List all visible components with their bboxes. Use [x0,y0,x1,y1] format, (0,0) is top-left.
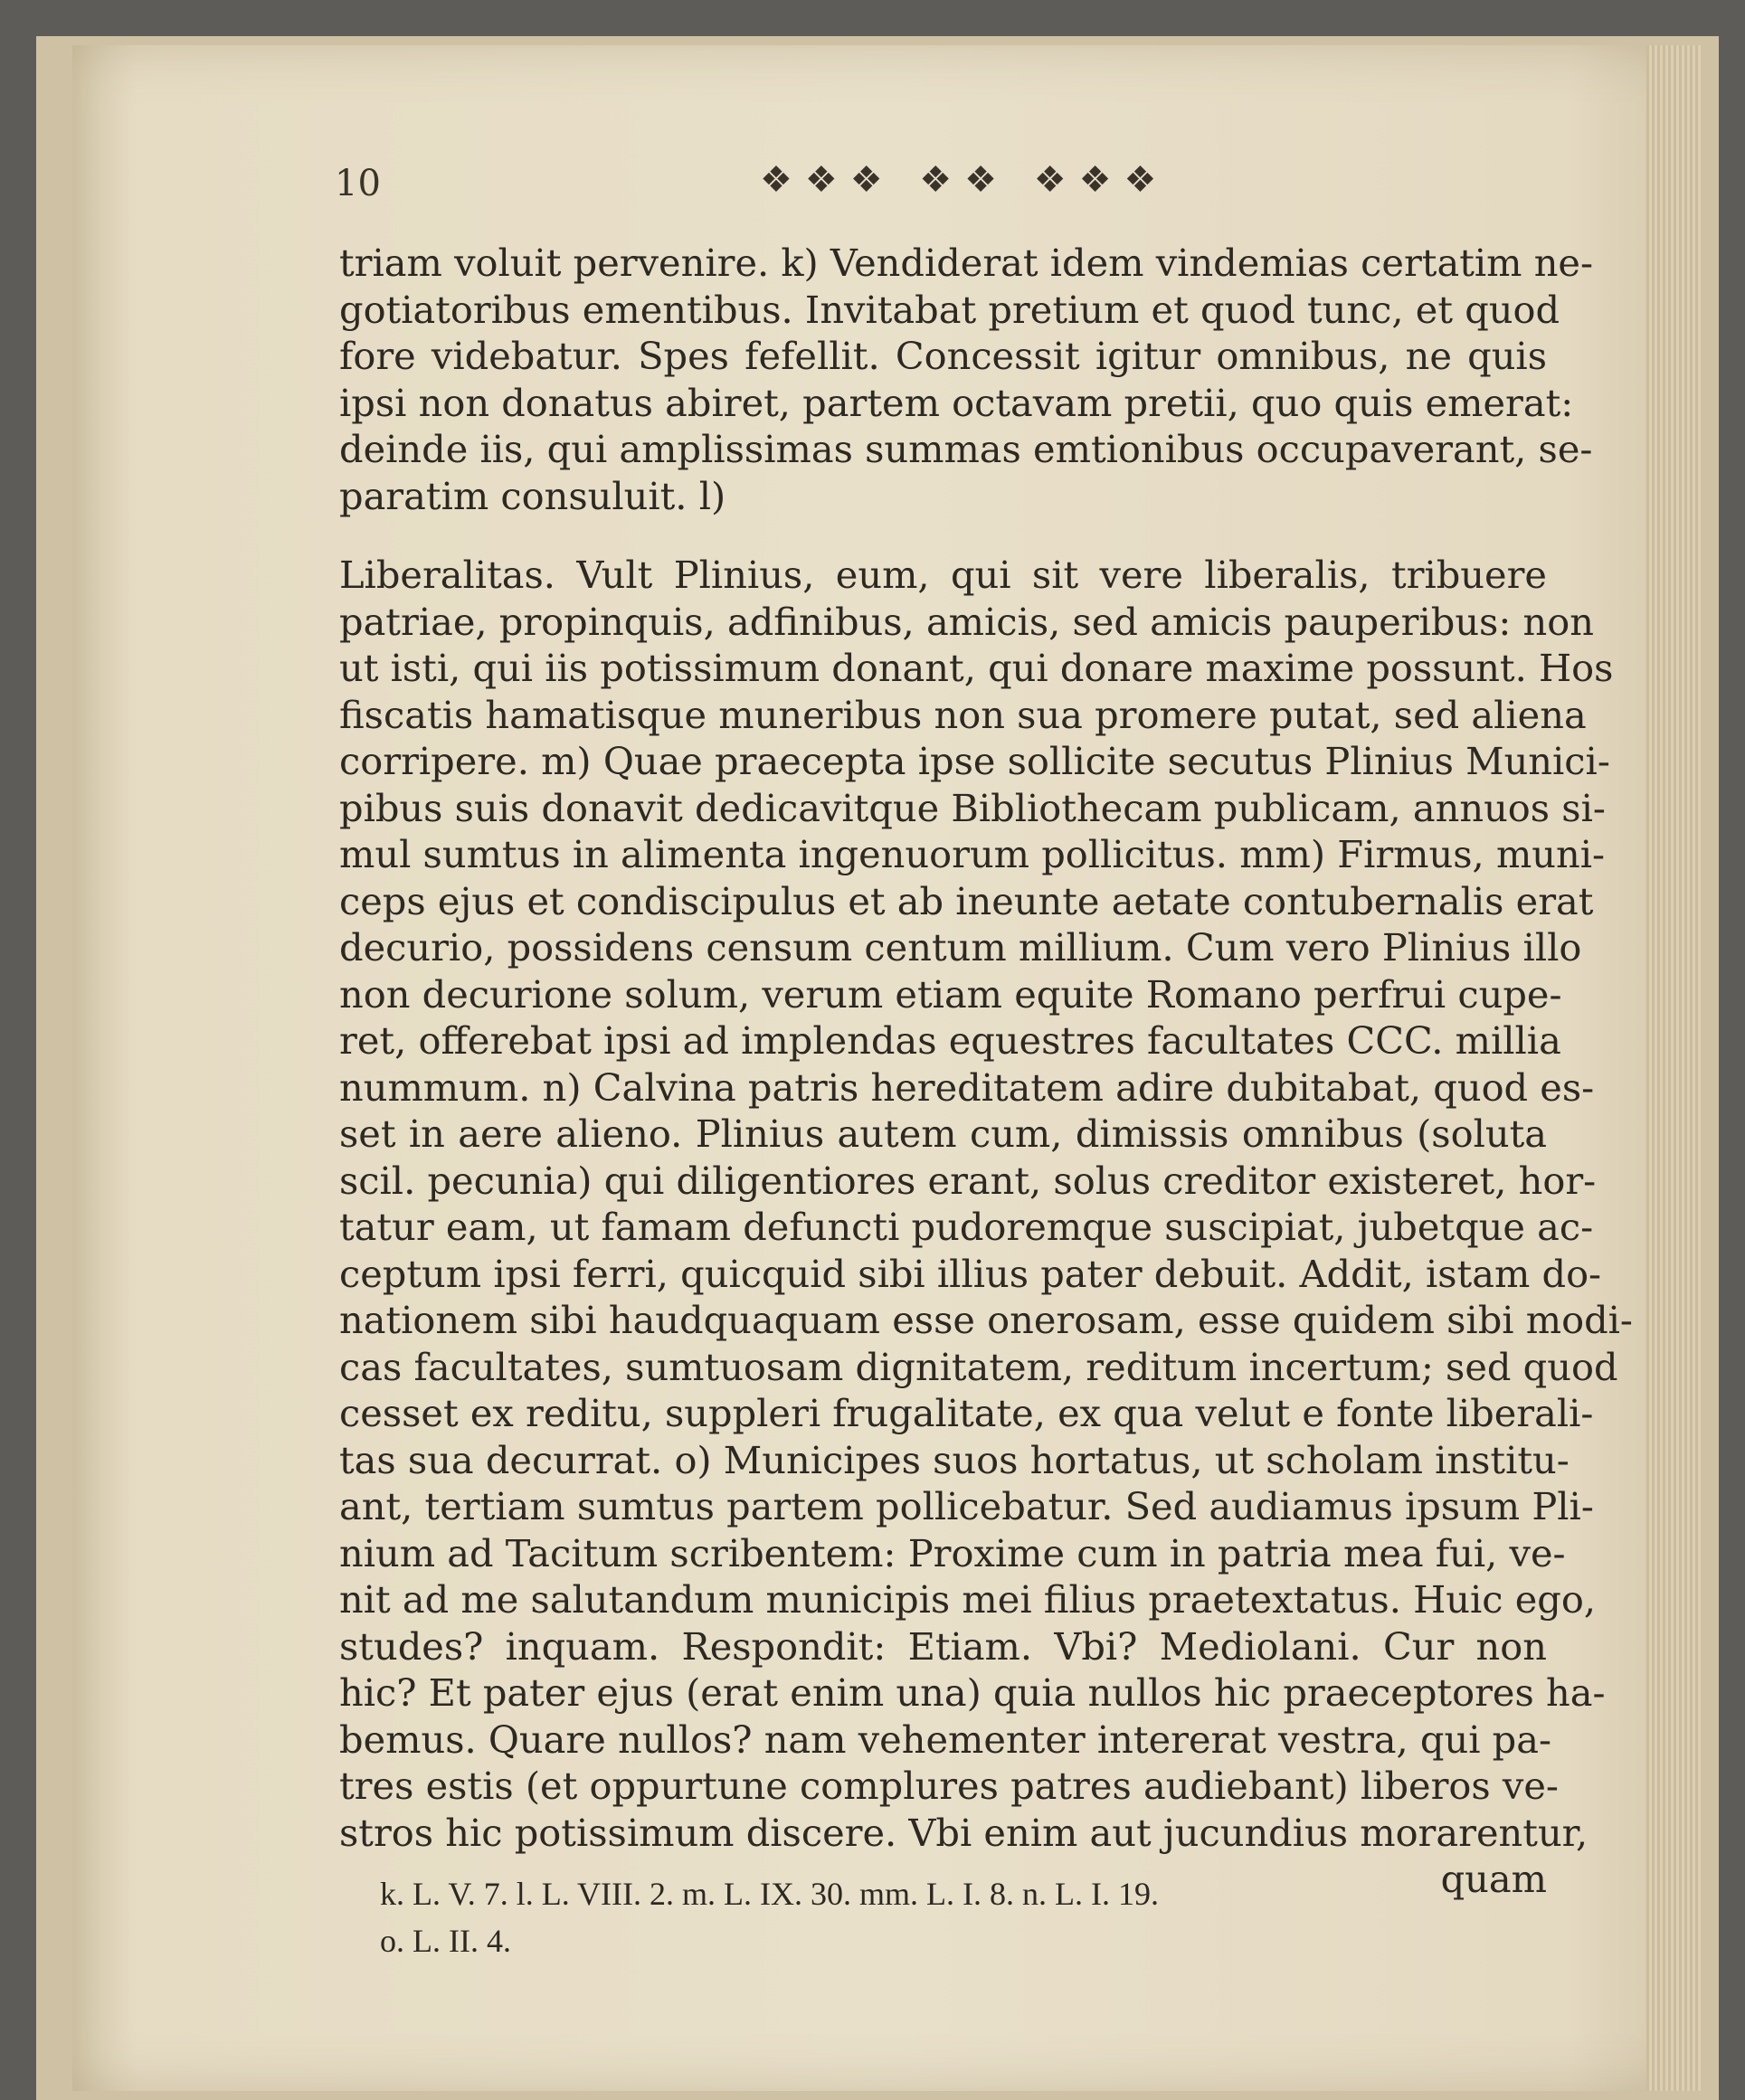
footnote-line: o. L. II. 4. [380,1923,511,1959]
paragraph-gap [339,519,1547,552]
text-line: ut isti, qui iis potissimum donant, qui donare maxime possunt. Hos [339,646,1614,690]
text-line: nium ad Tacitum scribentem: Proxime cum in patria mea fui, ve- [339,1530,1566,1575]
text-line: Liberalitas. Vult Plinius, eum, qui sit vere liberalis, tribuere [339,553,1547,597]
text-line: studes? inquam. Respondit: Etiam. Vbi? Mediolani. Cur non [339,1623,1547,1669]
text-line: ant, tertiam sumtus partem pollicebatur. Sed audiamus ipsum Pli- [339,1484,1594,1528]
text-line: pibus suis donavit dedicavitque Bibliothecam publicam, annuos si- [339,785,1606,830]
paragraph-2 [339,552,1633,1856]
text-line: deinde iis, qui amplissimas summas emtionibus occupaverant, se- [339,427,1593,471]
text-line: scil. pecunia) qui diligentiores erant, solus creditor existeret, hor- [339,1158,1597,1203]
text-line: patriae, propinquis, adfinibus, amicis, sed amicis pauperibus: non [339,599,1594,644]
header-ornament: ❖❖❖ ❖❖ ❖❖❖ [760,159,1170,201]
text-line: stros hic potissimum discere. Vbi enim aut jucundius morarentur, [339,1810,1589,1855]
body-text [339,240,1633,1903]
text-line: fore videbatur. Spes fefellit. Concessit igitur omnibus, ne quis [339,334,1547,378]
running-head [271,159,1538,217]
text-line: cas facultates, sumtuosam dignitatem, reditum incertum; sed quod [339,1344,1618,1389]
text-line: ipsi non donatus abiret, partem octavam pretii, quo quis emerat: [339,380,1574,425]
text-line: non decurione solum, verum etiam equite Romano perfrui cupe- [339,971,1562,1017]
text-line: gotiatoribus ementibus. Invitabat pretium et quod tunc, et quod [339,287,1560,332]
text-line: ret, offerebat ipsi ad implendas equestres facultates CCC. millia [339,1018,1561,1063]
text-line: cesset ex reditu, suppleri frugalitate, ex qua velut e fonte liberali- [339,1391,1594,1435]
text-line: paratim consuluit. l) [339,473,726,518]
text-line: tres estis (et oppurtune complures patres audiebant) liberos ve- [339,1764,1559,1808]
footnotes [380,1870,1547,1964]
text-line: triam voluit pervenire. k) Vendiderat idem vindemias certatim ne- [339,241,1594,285]
text-line: corripere. m) Quae praecepta ipse sollicite secutus Plinius Munici- [339,739,1610,783]
text-line: tatur eam, ut famam defuncti pudoremque suscipiat, jubetque ac- [339,1205,1594,1249]
text-line: mul sumtus in alimenta ingenuorum pollicitus. mm) Firmus, muni- [339,832,1606,876]
text-line: ceptum ipsi ferri, quicquid sibi illius pater debuit. Addit, istam do- [339,1251,1602,1296]
text-line: hic? Et pater ejus (erat enim una) quia nullos hic praeceptores ha- [339,1670,1606,1715]
page-fore-edge [1646,45,1701,2091]
footnote-line: k. L. V. 7. l. L. VIII. 2. m. L. IX. 30. mm. L. I. 8. n. L. I. 19. [380,1876,1159,1912]
text-line: fiscatis hamatisque muneribus non sua promere putat, sed aliena [339,692,1587,737]
catchword: quam [1440,1857,1547,1901]
text-line: bemus. Quare nullos? nam vehementer intererat vestra, qui pa- [339,1717,1552,1762]
text-line: decurio, possidens censum centum millium. Cum vero Plinius illo [339,925,1582,970]
text-line: nummum. n) Calvina patris hereditatem adire dubitabat, quod es- [339,1064,1595,1110]
page-number: 10 [335,163,381,204]
text-line: nit ad me salutandum municipis mei filius praetextatus. Huic ego, [339,1577,1597,1622]
text-line: set in aere alieno. Plinius autem cum, dimissis omnibus (soluta [339,1111,1547,1156]
text-line: nationem sibi haudquaquam esse onerosam, esse quidem sibi modi- [339,1298,1633,1342]
text-line: tas sua decurrat. o) Municipes suos hortatus, ut scholam institu- [339,1437,1570,1482]
text-line: ceps ejus et condiscipulus et ab ineunte aetate contubernalis erat [339,878,1594,923]
paragraph-1 [339,240,1594,519]
